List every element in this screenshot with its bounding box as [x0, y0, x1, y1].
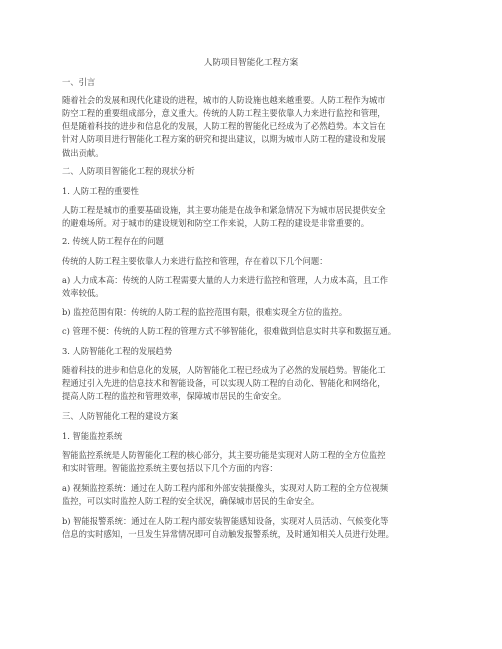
list-item: b) 监控范围有限：传统的人防工程的监控范围有限，很难实现全方位的监控。	[62, 307, 347, 317]
section-heading: 二、人防项目智能化工程的现状分析	[62, 166, 195, 176]
paragraph-line: 的避难场所。对于城市的建设规划和防空工作来说，人防工程的建设是非常重要的。	[62, 218, 369, 228]
sub-heading: 2. 传统人防工程存在的问题	[62, 236, 164, 246]
list-item: c) 管理不便：传统的人防工程的管理方式不够智能化，很难做到信息实时共享和数据互通。	[62, 326, 397, 336]
paragraph-line: 但是随着科技的进步和信息化的发展，人防工程的智能化已经成为了必然趋势。本文旨在	[62, 121, 386, 131]
paragraph-line: 随着社会的发展和现代化建设的进程，城市的人防设施也越来越重要。人防工程作为城市	[62, 95, 386, 105]
paragraph-line: 智能监控系统是人防智能化工程的核心部分，其主要功能是实现对人防工程的全方位监控	[62, 450, 386, 460]
paragraph-line: 做出贡献。	[62, 148, 104, 158]
paragraph-line: 提高人防工程的监控和管理效率，保障城市居民的生命安全。	[62, 391, 287, 401]
sub-heading: 1. 智能监控系统	[62, 431, 123, 441]
list-item: a) 视频监控系统：通过在人防工程内部和外部安装摄像头，实现对人防工程的全方位视频	[62, 483, 389, 493]
paragraph-line: 针对人防项目进行智能化工程方案的研究和提出建议，以期为城市人防工程的建设和发展	[62, 134, 386, 144]
list-item: 信息的实时感知，一旦发生异常情况即可自动触发报警系统，及时通知相关人员进行处理。	[62, 529, 394, 539]
paragraph-line: 传统的人防工程主要依靠人力来进行监控和管理，存在着以下几个问题：	[62, 256, 328, 266]
paragraph-line: 程通过引入先进的信息技术和智能设备，可以实现人防工程的自动化、智能化和网络化，	[62, 378, 386, 388]
list-item: 监控，可以实时监控人防工程的安全状况，确保城市居民的生命安全。	[62, 496, 320, 506]
document-title: 人防项目智能化工程方案	[203, 58, 299, 68]
section-heading: 一、引言	[62, 77, 96, 87]
paragraph-line: 和实时管理。智能监控系统主要包括以下几个方面的内容：	[62, 463, 278, 473]
sub-heading: 3. 人防智能化工程的发展趋势	[62, 346, 173, 356]
section-heading: 三、人防智能化工程的建设方案	[62, 411, 179, 421]
paragraph-line: 防空工程的重要组成部分，意义重大。传统的人防工程主要依靠人力来进行监控和管理，	[62, 108, 386, 118]
paragraph-line: 人防工程是城市的重要基础设施，其主要功能是在战争和紧急情况下为城市居民提供安全	[62, 205, 386, 215]
list-item: a) 人力成本高：传统的人防工程需要大量的人力来进行监控和管理，人力成本高，且工作	[62, 275, 389, 285]
list-item: b) 智能报警系统：通过在人防工程内部安装智能感知设备，实现对人员活动、气候变化等	[62, 516, 389, 526]
list-item: 效率较低。	[62, 288, 104, 298]
sub-heading: 1. 人防工程的重要性	[62, 186, 139, 196]
paragraph-line: 随着科技的进步和信息化的发展，人防智能化工程已经成为了必然的发展趋势。智能化工	[62, 365, 386, 375]
